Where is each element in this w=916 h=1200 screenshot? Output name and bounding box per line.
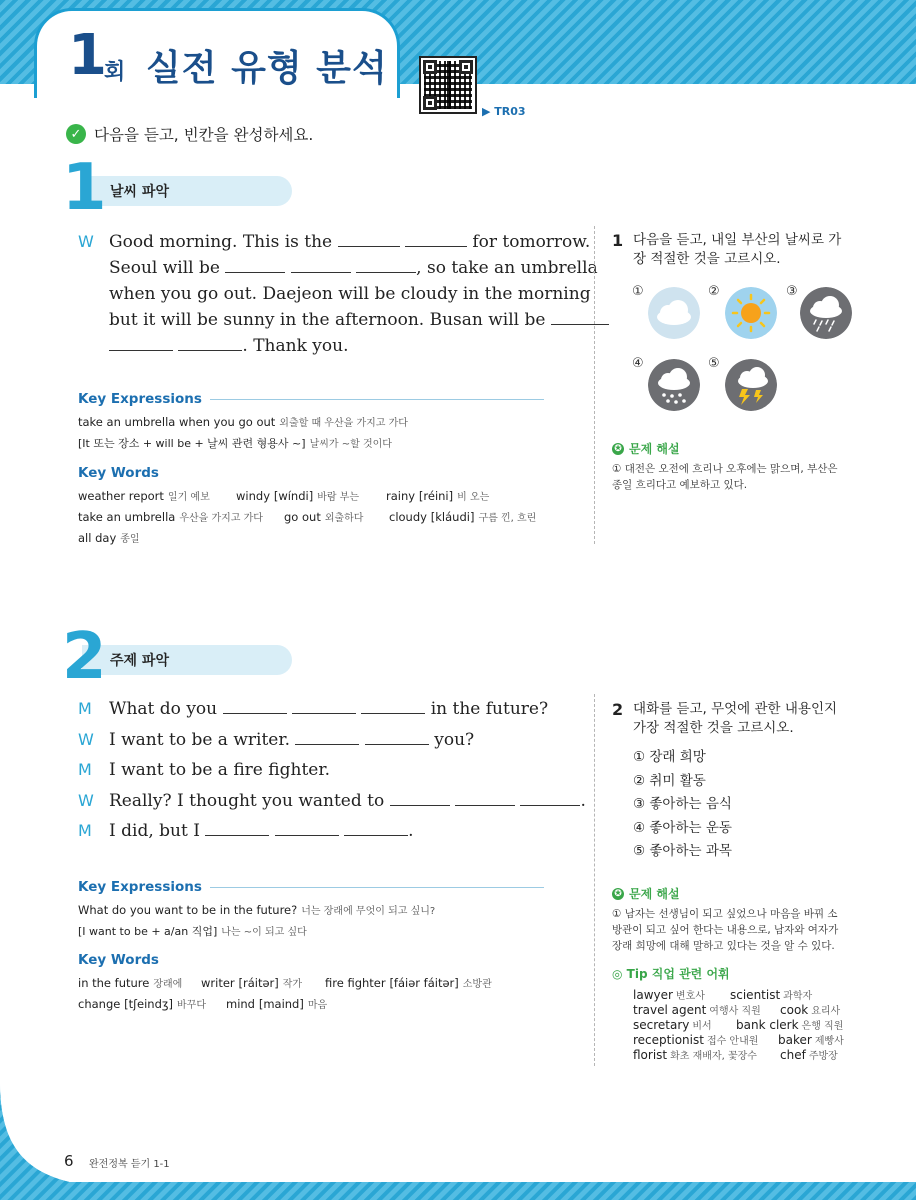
key-words-heading: Key Words (78, 465, 159, 481)
key-words-1 (78, 463, 544, 549)
tip-word-en: secretary (633, 1018, 690, 1032)
instruction-text: 다음을 듣고, 빈칸을 완성하세요. (94, 126, 314, 144)
dialogue-line (78, 333, 558, 359)
solution-2 (612, 885, 844, 954)
tip-word-ko: 여행사 직원 (709, 1006, 761, 1017)
option-label: ① (632, 284, 644, 299)
blank[interactable] (405, 229, 467, 247)
check-icon: ✓ (66, 124, 86, 144)
word-ko: 종일 (120, 534, 140, 545)
tip-word-en: receptionist (633, 1033, 704, 1047)
tip-word-en: scientist (730, 988, 781, 1002)
blank[interactable] (205, 818, 269, 836)
instruction (66, 123, 313, 145)
line-text: when you go out. Daejeon will be cloudy in the morning (109, 284, 591, 304)
blank[interactable] (390, 788, 450, 806)
word-en: change (78, 997, 121, 1011)
blank[interactable] (356, 255, 416, 273)
word-en: mind (226, 997, 255, 1011)
option-item[interactable]: ① 장래 희망 (633, 749, 706, 765)
dialogue-line (78, 255, 598, 281)
word-ko: 우산을 가지고 가다 (179, 513, 263, 524)
dialogue-line (78, 281, 591, 307)
line-text: What do you (109, 699, 223, 719)
solution-heading: 문제 해설 (629, 887, 680, 901)
expr-ko: 너는 장래에 무엇이 되고 싶니? (301, 906, 436, 917)
line-text: I did, but I (109, 821, 206, 841)
dialogue-2 (78, 696, 586, 849)
blank[interactable] (520, 788, 580, 806)
word-ko: 장래에 (153, 979, 183, 990)
word-en: writer (201, 976, 235, 990)
line-text: Seoul will be (109, 258, 226, 278)
expr-ko: 나는 ~이 되고 싶다 (221, 927, 307, 938)
blank[interactable] (178, 333, 242, 351)
tip-word-ko: 요리사 (811, 1006, 841, 1017)
word-en: fire fighter (325, 976, 386, 990)
blank[interactable] (295, 727, 359, 745)
question-text: 대화를 듣고, 무엇에 관한 내용인지 가장 적절한 것을 고르시오. (633, 701, 838, 736)
tip-word-ko: 제빵사 (814, 1036, 844, 1047)
line-text: in the future? (425, 699, 549, 719)
tip-word-en: chef (780, 1048, 806, 1062)
key-expressions-2 (78, 877, 544, 942)
rainy-icon[interactable] (800, 287, 852, 339)
tip-word-ko: 접수 안내원 (706, 1036, 759, 1047)
word-en: rainy (386, 489, 416, 503)
tip-word-en: lawyer (633, 988, 673, 1002)
lesson-hoe: 회 (104, 60, 126, 85)
dialogue-1 (78, 229, 598, 359)
line-text: Good morning. This is the (109, 232, 338, 252)
word-pron: [réini] (418, 489, 454, 503)
option-label: ⑤ (708, 356, 720, 371)
page-number: 6 (64, 1152, 74, 1170)
tip-word-en: travel agent (633, 1003, 707, 1017)
word-ko: 소방관 (462, 979, 492, 990)
section-2-bar (82, 645, 292, 675)
word-en: weather report (78, 489, 164, 503)
speaker: W (78, 790, 94, 810)
speaker: W (78, 232, 94, 251)
section-1-bar (82, 176, 292, 206)
dialogue-line (78, 757, 558, 788)
expr-ko: 날씨가 ~할 것이다 (309, 439, 392, 450)
blank[interactable] (223, 696, 287, 714)
word-pron: [kláudi] (430, 510, 475, 524)
word-pron: [fáiər fáitər] (389, 976, 459, 990)
question-number: 2 (612, 700, 624, 719)
sunny-icon[interactable] (725, 287, 777, 339)
word-ko: 비 오는 (457, 492, 490, 503)
blank[interactable] (361, 696, 425, 714)
word-ko: 외출하다 (324, 513, 364, 524)
dialogue-line (78, 818, 558, 849)
tip-word-en: bank clerk (736, 1018, 799, 1032)
snowy-icon[interactable] (648, 359, 700, 411)
question-2 (612, 700, 852, 738)
blank[interactable] (292, 696, 356, 714)
dialogue-line (78, 307, 558, 333)
speaker: M (78, 760, 92, 779)
option-item[interactable]: ③ 좋아하는 음식 (633, 796, 732, 812)
line-text: . Thank you. (242, 336, 349, 356)
option-label: ② (708, 284, 720, 299)
question-text: 다음을 듣고, 내일 부산의 날씨로 가장 적절한 것을 고르시오. (633, 232, 842, 267)
thunderstorm-icon[interactable] (725, 359, 777, 411)
tip-word-en: florist (633, 1048, 668, 1062)
column-divider (594, 694, 595, 1066)
blank[interactable] (225, 255, 285, 273)
word-ko: 바꾸다 (177, 1000, 206, 1011)
option-item[interactable]: ② 취미 활동 (633, 772, 706, 789)
section-2-number: 2 (62, 620, 103, 694)
page-title: 실전 유형 분석 (146, 48, 388, 89)
word-en: go out (284, 510, 321, 524)
key-words-2 (78, 950, 544, 1015)
word-ko: 구름 낀, 흐린 (478, 513, 537, 524)
question-number: 1 (612, 231, 624, 250)
word-pron: [maind] (258, 997, 304, 1011)
cloudy-icon[interactable] (648, 287, 700, 339)
track-label: ▶ TR03 (482, 105, 526, 118)
blank[interactable] (455, 788, 515, 806)
option-item[interactable]: ④ 좋아하는 운동 (633, 819, 732, 836)
solution-1 (612, 440, 844, 493)
question-1 (612, 231, 852, 269)
blank[interactable] (344, 818, 408, 836)
word-en: take an umbrella (78, 510, 176, 524)
line-text: . (580, 790, 586, 811)
word-ko: 작가 (282, 979, 303, 990)
tip-word-ko: 비서 (692, 1021, 712, 1032)
word-ko: 바람 부는 (317, 492, 360, 503)
tip-word-ko: 변호사 (675, 991, 705, 1002)
speaker: W (78, 729, 94, 749)
tip-word-ko: 과학자 (783, 991, 813, 1002)
line-text: you? (428, 729, 475, 750)
word-en: all day (78, 531, 117, 545)
word-pron: [wíndi] (273, 489, 314, 503)
word-en: windy (236, 489, 270, 503)
tip-word-en: cook (780, 1003, 809, 1017)
line-text: but it will be sunny in the afternoon. Busan will be (109, 310, 551, 330)
section-1-number: 1 (62, 151, 103, 225)
tip-word-en: baker (778, 1033, 812, 1047)
footer-wave (0, 1080, 916, 1200)
lesson-number: 1 (68, 23, 104, 88)
speaker: M (78, 821, 92, 840)
solution-text: ① 남자는 선생님이 되고 싶었으나 마음을 바꿔 소방관이 되고 싶어 한다는 내용으로, 남자와 여자가 장래 희망에 대해 말하고 있다는 것을 알 수 있다. (612, 908, 839, 952)
word-ko: 마음 (307, 1000, 328, 1011)
word-pron: [tʃeindʒ] (124, 997, 174, 1011)
speaker: M (78, 699, 92, 718)
question-2-options (633, 746, 833, 864)
word-en: cloudy (389, 510, 427, 524)
blank[interactable] (291, 255, 351, 273)
expr-en: [I want to be + a/an 직업] (78, 925, 218, 938)
section-1-title: 날씨 파악 (110, 184, 169, 200)
solution-text: ① 대전은 오전에 흐리나 오후에는 맑으며, 부산은 종일 흐리다고 예보하고 있다. (612, 463, 838, 491)
expr-en: What do you want to be in the future? (78, 903, 298, 917)
tip-icon: ◎ (612, 967, 627, 981)
option-label: ④ (632, 356, 644, 371)
key-words-heading: Key Words (78, 952, 159, 968)
book-title: 완전정복 듣기 1-1 (89, 1159, 170, 1170)
column-divider (594, 226, 595, 544)
dialogue-line (78, 788, 586, 819)
key-expressions-1 (78, 389, 544, 454)
tip-word-ko: 주방장 (808, 1051, 838, 1062)
solution-icon: ✪ (612, 443, 624, 455)
qr-code-icon[interactable] (419, 56, 477, 114)
word-ko: 일기 예보 (167, 492, 210, 503)
line-text: for tomorrow. (466, 232, 591, 252)
line-text: , so take an umbrella (416, 258, 598, 278)
blank[interactable] (109, 333, 173, 351)
tip-box (612, 965, 852, 1063)
tip-word-ko: 화초 재배자, 꽃장수 (670, 1051, 757, 1062)
option-label: ③ (786, 284, 798, 299)
line-text: I want to be a writer. (109, 729, 296, 750)
section-2-title: 주제 파악 (110, 653, 169, 669)
key-expressions-heading: Key Expressions (78, 391, 202, 407)
solution-heading: 문제 해설 (629, 442, 680, 456)
blank[interactable] (365, 727, 429, 745)
dialogue-line (78, 727, 558, 758)
option-item[interactable]: ⑤ 좋아하는 과목 (633, 843, 732, 859)
line-text: . (408, 821, 414, 841)
blank[interactable] (338, 229, 400, 247)
dialogue-line (78, 229, 591, 255)
expr-en: take an umbrella when you go out (78, 415, 276, 429)
line-text: Really? I thought you wanted to (109, 790, 390, 811)
key-expressions-heading: Key Expressions (78, 879, 202, 895)
solution-icon: ✪ (612, 888, 624, 900)
word-en: in the future (78, 976, 150, 990)
line-text: I want to be a fire fighter. (109, 760, 330, 780)
word-pron: [ráitər] (238, 976, 279, 990)
blank[interactable] (275, 818, 339, 836)
expr-ko: 외출할 때 우산을 가지고 가다 (279, 418, 408, 429)
expr-en: [It 또는 장소 + will be + 날씨 관련 형용사 ~] (78, 437, 306, 450)
dialogue-line (78, 696, 558, 727)
tip-word-ko: 은행 직원 (801, 1021, 844, 1032)
blank[interactable] (551, 307, 609, 325)
tip-heading: Tip 직업 관련 어휘 (626, 967, 730, 981)
